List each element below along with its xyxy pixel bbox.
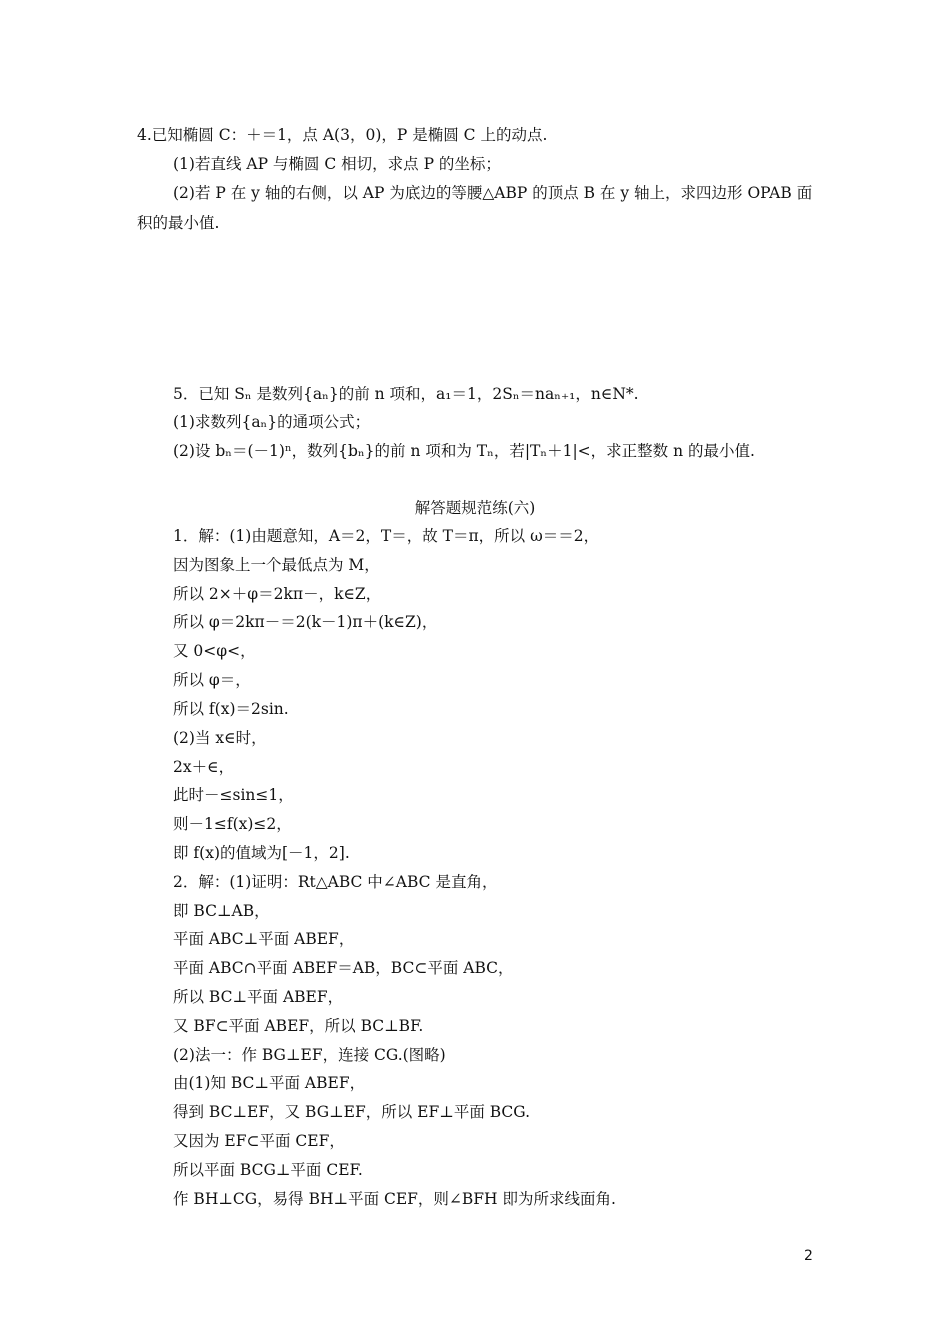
answer-line: 所以 φ＝， <box>173 671 251 689</box>
answer-line: 得到 BC⊥EF，又 BG⊥EF，所以 EF⊥平面 BCG. <box>173 1103 531 1121</box>
problem-5-part-2: (2)设 bₙ＝(－1)ⁿ，数列{bₙ}的前 n 项和为 Tₙ，若|Tₙ＋1|<，求正整数 n 的最小值. <box>173 442 755 460</box>
answer-line: 所以平面 BCG⊥平面 CEF. <box>173 1161 363 1179</box>
answer-line: 由(1)知 BC⊥平面 ABEF， <box>173 1074 366 1092</box>
answer-line: 此时－≤sin≤1， <box>173 786 294 804</box>
answer-line: (2)法一：作 BG⊥EF，连接 CG.(图略) <box>173 1046 446 1064</box>
page-number: 2 <box>804 1248 813 1264</box>
answer-line: 2．解：(1)证明：Rt△ABC 中∠ABC 是直角， <box>173 873 498 891</box>
answer-line: 作 BH⊥CG，易得 BH⊥平面 CEF，则∠BFH 即为所求线面角. <box>173 1190 616 1208</box>
answers-title: 解答题规范练(六) <box>414 499 536 517</box>
answer-line: 平面 ABC∩平面 ABEF＝AB，BC⊂平面 ABC， <box>173 959 514 977</box>
answer-line: (2)当 x∈时， <box>173 729 267 747</box>
answer-line: 又因为 EF⊂平面 CEF， <box>173 1132 345 1150</box>
answer-line: 2x＋∈， <box>173 758 235 776</box>
answer-line: 所以 2×＋φ＝2kπ－，k∈Z， <box>173 585 382 603</box>
answer-line: 所以 f(x)＝2sin. <box>173 700 289 718</box>
answer-line: 所以 φ＝2kπ－＝2(k－1)π＋(k∈Z)， <box>173 613 438 631</box>
answer-line: 又 0<φ<， <box>173 642 256 660</box>
answer-line: 因为图象上一个最低点为 M， <box>173 556 380 574</box>
answer-line: 所以 BC⊥平面 ABEF， <box>173 988 344 1006</box>
answer-line: 即 BC⊥AB， <box>173 902 270 920</box>
problem-4-stem: 4.已知椭圆 C：＋＝1，点 A(3，0)，P 是椭圆 C 上的动点. <box>137 126 548 144</box>
problem-4-part-1: (1)若直线 AP 与椭圆 C 相切，求点 P 的坐标； <box>173 155 501 173</box>
problem-4-part-2-line-2: 积的最小值. <box>137 214 220 232</box>
problem-4-part-2-line-1: (2)若 P 在 y 轴的右侧，以 AP 为底边的等腰△ABP 的顶点 B 在 y 轴上，求四边形 OPAB 面 <box>173 184 813 202</box>
problem-5-stem: 5．已知 Sₙ 是数列{aₙ}的前 n 项和，a₁＝1，2Sₙ＝naₙ₊₁，n∈N*. <box>173 385 639 403</box>
answer-line: 平面 ABC⊥平面 ABEF， <box>173 930 355 948</box>
answer-line: 则－1≤f(x)≤2， <box>173 815 292 833</box>
answer-line: 又 BF⊂平面 ABEF，所以 BC⊥BF. <box>173 1017 424 1035</box>
problem-5-part-1: (1)求数列{aₙ}的通项公式； <box>173 413 371 431</box>
answer-line: 1．解：(1)由题意知，A＝2，T＝，故 T＝π，所以 ω＝＝2， <box>173 527 600 545</box>
answer-line: 即 f(x)的值域为[－1，2]. <box>173 844 350 862</box>
